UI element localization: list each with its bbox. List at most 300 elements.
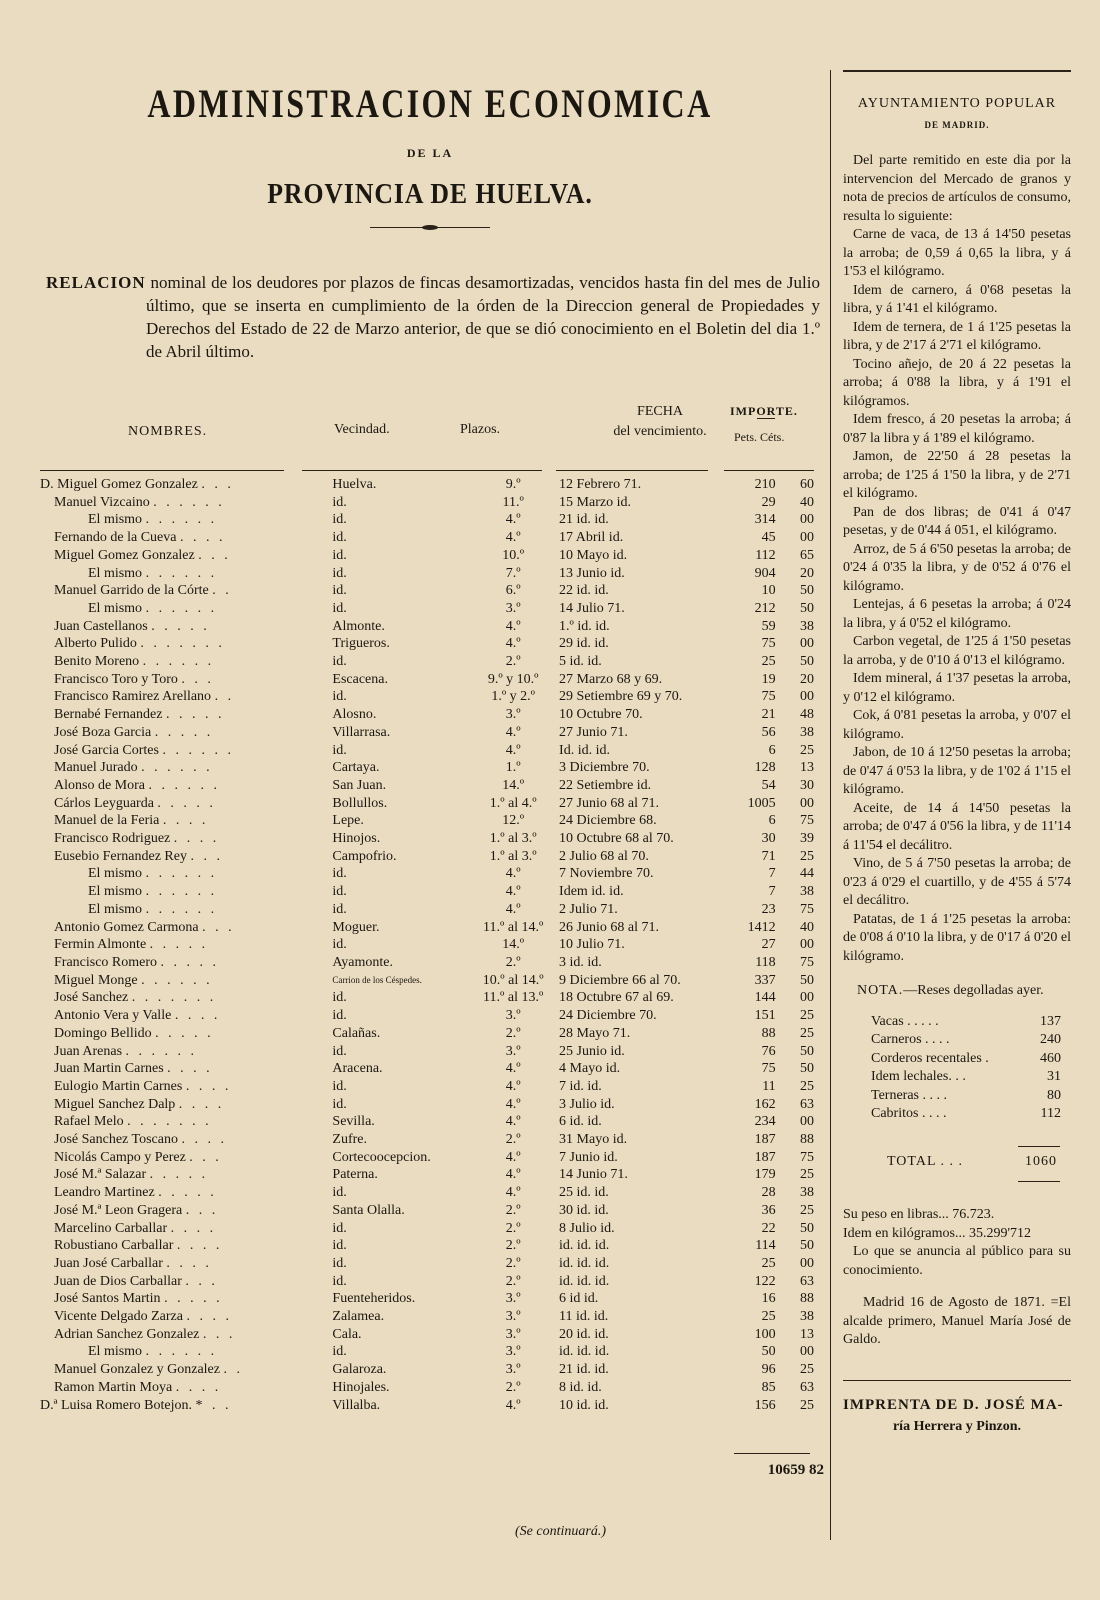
- debtor-name-text: Juan de Dios Carballar: [54, 1273, 182, 1289]
- debtor-name: [40, 1043, 326, 1061]
- leader-dots: . . . . .: [157, 795, 216, 811]
- debtor-centimos: 25: [800, 1167, 814, 1183]
- debtor-pesetas: 25: [761, 1309, 776, 1325]
- province-title: PROVINCIA DE HUELVA.: [267, 179, 593, 210]
- debtor-name: [40, 812, 326, 830]
- debtor-pesetas: 19: [761, 671, 776, 687]
- debtor-vecindad: id.: [332, 1043, 347, 1059]
- debtor-name-text: Adrian Sanchez Gonzalez: [54, 1326, 200, 1342]
- price-paragraph: Carne de vaca, de 13 á 14'50 pesetas la arroba; de 0,59 á 0,65 la libra, y á 1'53 el kilógramo.: [843, 227, 1071, 279]
- debtor-vecindad: id.: [332, 530, 347, 546]
- debtor-pesetas: 56: [761, 724, 776, 740]
- deudores-table: [40, 476, 820, 1414]
- debtor-centimos: 25: [800, 1362, 814, 1378]
- debtor-vecindad: id.: [332, 583, 347, 599]
- debtor-name-text: Juan Martin Carnes: [54, 1061, 164, 1077]
- price-paragraph: Del parte remitido en este dia por la intervencion del Mercado de granos y nota de precios de artículos de consumo, resulta lo siguiente:: [843, 153, 1071, 224]
- debtor-vecindad: Ayamonte.: [332, 954, 393, 970]
- debtor-name-text: Juan Arenas: [54, 1043, 123, 1059]
- debtor-fecha: 25 Junio id.: [559, 1043, 625, 1059]
- reses-row: [871, 1013, 1061, 1032]
- debtor-name: [40, 1078, 326, 1096]
- debtor-centimos: 00: [800, 990, 814, 1006]
- debtor-name: [40, 635, 326, 653]
- debtor-centimos: 20: [800, 565, 814, 581]
- debtor-name: [40, 1237, 326, 1255]
- table-row: [40, 1184, 820, 1202]
- debtor-vecindad: Huelva.: [332, 477, 377, 492]
- leader-dots: . . . . . . .: [127, 1114, 212, 1130]
- debtor-centimos: 25: [800, 1202, 814, 1218]
- debtor-name: [40, 1131, 326, 1149]
- debtor-pesetas: 59: [761, 618, 776, 634]
- table-row: [40, 1308, 820, 1326]
- price-paragraph: Vino, de 5 á 7'50 pesetas la arroba; de 0'23 á 0'29 el cuartillo, y de 4'55 á 5'74 el decálitro.: [843, 856, 1071, 908]
- debtor-fecha: 14 Junio 71.: [559, 1167, 628, 1183]
- leader-dots: . . . . . .: [145, 866, 218, 882]
- debtor-fecha: 3 id. id.: [559, 954, 602, 970]
- leader-dots: . . . . . .: [148, 777, 220, 793]
- reses-table: [871, 1013, 1061, 1124]
- table-row: [40, 1202, 820, 1220]
- leader-dots: . . . .: [175, 1379, 222, 1395]
- debtor-name: [40, 1343, 326, 1361]
- debtor-vecindad: id.: [332, 742, 347, 758]
- debtor-name: [40, 830, 326, 848]
- debtor-plazos: 7.º: [505, 565, 521, 581]
- debtor-vecindad: Aracena.: [332, 1061, 383, 1077]
- debtor-name-text: Antonio Vera y Valle: [54, 1008, 172, 1024]
- reses-row: [871, 1031, 1061, 1050]
- leader-dots: . . . . . .: [142, 654, 215, 670]
- debtor-plazos: 4.º: [505, 618, 521, 634]
- debtor-plazos: 14.º: [502, 777, 525, 793]
- debtor-plazos: 3.º: [505, 1344, 521, 1360]
- debtor-pesetas: 76: [761, 1043, 776, 1059]
- debtor-fecha: 2 Julio 71.: [559, 901, 618, 917]
- debtor-plazos: 10.º al 14.º: [482, 972, 544, 988]
- table-row: [40, 972, 820, 990]
- debtor-fecha: id. id. id.: [559, 1238, 610, 1254]
- header-nombres: NOMBRES.: [128, 424, 208, 439]
- leader-dots: . . . . . .: [141, 760, 213, 776]
- table-row: [40, 688, 820, 706]
- debtor-pesetas: 187: [754, 1149, 776, 1165]
- left-column: [40, 70, 820, 363]
- debtor-name-text: Fernando de la Cueva: [54, 530, 177, 546]
- debtor-plazos: 4.º: [505, 1149, 521, 1165]
- debtor-name-text: Francisco Ramirez Arellano: [54, 689, 212, 705]
- price-paragraph: Idem fresco, á 20 pesetas la arroba; á 0'87 la libra y á 1'89 el kilógramo.: [843, 412, 1071, 446]
- debtor-name: [40, 1273, 326, 1291]
- debtor-fecha: 20 id. id.: [559, 1326, 609, 1342]
- debtor-centimos: 00: [800, 1255, 814, 1271]
- debtor-fecha: 4 Mayo id.: [559, 1061, 621, 1077]
- debtor-vecindad: Carrion de los Céspedes.: [332, 974, 422, 985]
- table-row: [40, 1149, 820, 1167]
- debtor-centimos: 20: [800, 671, 814, 687]
- debtor-vecindad: Fuenteheridos.: [332, 1291, 416, 1307]
- table-row: [40, 1096, 820, 1114]
- reses-total-value: 1060: [1025, 1153, 1057, 1169]
- debtor-vecindad: San Juan.: [332, 777, 387, 793]
- debtor-fecha: 12 Febrero 71.: [559, 477, 642, 492]
- debtor-plazos: 11.º al 13.º: [483, 990, 544, 1006]
- debtor-name: [40, 759, 326, 777]
- debtor-name: [40, 1308, 326, 1326]
- debtor-name-text: Alberto Pulido: [54, 636, 137, 652]
- debtor-centimos: 25: [800, 742, 814, 758]
- leader-dots: . . . . .: [151, 618, 210, 634]
- debtor-name: [40, 936, 326, 954]
- debtor-centimos: 50: [800, 600, 814, 616]
- debtor-fecha: Idem id. id.: [559, 884, 624, 900]
- right-bottom-rule: [843, 1380, 1071, 1382]
- debtor-pesetas: 28: [761, 1185, 776, 1201]
- table-row: [40, 883, 820, 901]
- debtor-name: [40, 777, 326, 795]
- debtor-name: [40, 1361, 326, 1379]
- debtor-pesetas: 10: [761, 583, 776, 599]
- leader-dots: . . . .: [179, 530, 226, 546]
- debtor-name-text: Marcelino Carballar: [54, 1220, 168, 1236]
- debtor-vecindad: id.: [332, 1273, 347, 1289]
- debtor-vecindad: id.: [332, 1096, 347, 1112]
- table-row: [40, 1237, 820, 1255]
- debtor-vecindad: id.: [332, 547, 347, 563]
- debtor-fecha: 10 Julio 71.: [559, 937, 625, 953]
- debtor-plazos: 11.º: [502, 494, 524, 510]
- debtor-fecha: id. id. id.: [559, 1255, 610, 1271]
- debtor-centimos: 63: [800, 1379, 814, 1395]
- debtor-centimos: 88: [800, 1132, 814, 1148]
- reses-label: Corderos recentales .: [871, 1050, 989, 1066]
- debtor-centimos: 65: [800, 547, 814, 563]
- price-paragraph: Jamon, de 22'50 á 28 pesetas la arroba; de 1'25 á 1'50 la libra, y de 2'71 el kilógramo.: [843, 449, 1071, 501]
- debtor-name: [40, 1007, 326, 1025]
- debtor-pesetas: 151: [754, 1008, 776, 1024]
- debtor-plazos: 2.º: [505, 954, 521, 970]
- leader-dots: . . . . . .: [145, 512, 218, 528]
- debtor-centimos: 75: [800, 813, 814, 829]
- debtor-name: [40, 547, 326, 565]
- leader-dots: . . . .: [181, 1132, 227, 1148]
- debtor-plazos: 2.º: [505, 1238, 521, 1254]
- header-rules: [40, 470, 820, 472]
- debtor-plazos: 2.º: [505, 1132, 521, 1148]
- table-row: [40, 848, 820, 866]
- debtor-vecindad: id.: [332, 901, 347, 917]
- table-row: [40, 582, 820, 600]
- debtor-name: [40, 1184, 326, 1202]
- debtor-name-text: El mismo: [88, 866, 143, 882]
- debtor-fecha: 7 id. id.: [559, 1078, 602, 1094]
- price-paragraph: Pan de dos libras; de 0'41 á 0'47 pesetas, y de 0'44 á 051, el kilógramo.: [843, 504, 1071, 538]
- table-row: [40, 777, 820, 795]
- table-row: [40, 1166, 820, 1184]
- reses-value: 137: [1040, 1013, 1061, 1029]
- price-paragraph: Arroz, de 5 á 6'50 pesetas la arroba; de 0'24 á 0'35 la libra, y de 0'52 á 0'76 el kilógramo.: [843, 541, 1071, 594]
- leader-dots: . .: [212, 583, 232, 599]
- debtor-name: [40, 1255, 326, 1273]
- leader-dots: . . .: [181, 671, 214, 687]
- debtor-pesetas: 96: [761, 1362, 776, 1378]
- nota-label: NOTA.: [857, 983, 904, 998]
- debtor-name: [40, 1397, 326, 1415]
- debtor-plazos: 4.º: [505, 512, 521, 528]
- debtor-pesetas: 156: [754, 1397, 776, 1413]
- debtor-pesetas: 212: [754, 600, 776, 616]
- header-vecindad: Vecindad.: [334, 422, 390, 437]
- debtor-fecha: 30 id. id.: [559, 1202, 609, 1218]
- debtor-plazos: 4.º: [505, 724, 521, 740]
- price-paragraph: Idem de carnero, á 0'68 pesetas la libra, y á 1'41 el kilógramo.: [843, 282, 1071, 316]
- debtor-name-text: José M.ª Salazar: [54, 1167, 147, 1183]
- debtor-plazos: 4.º: [505, 1397, 521, 1413]
- debtor-name: [40, 883, 326, 901]
- debtor-vecindad: id.: [332, 884, 347, 900]
- debtor-name-text: José Boza Garcia: [54, 724, 152, 740]
- reses-value: 460: [1040, 1050, 1061, 1066]
- debtor-pesetas: 7: [768, 866, 776, 882]
- table-row: [40, 1025, 820, 1043]
- leader-dots: . . .: [202, 919, 235, 935]
- debtor-name-text: El mismo: [88, 901, 143, 917]
- debtor-fecha: 6 id. id.: [559, 1114, 602, 1130]
- debtor-pesetas: 23: [761, 901, 776, 917]
- table-row: [40, 1361, 820, 1379]
- debtor-vecindad: Villarrasa.: [332, 724, 391, 740]
- debtor-name-text: Eusebio Fernandez Rey: [54, 848, 187, 864]
- debtor-fecha: 31 Mayo id.: [559, 1132, 628, 1148]
- debtor-fecha: 9 Diciembre 66 al 70.: [559, 972, 681, 988]
- debtor-plazos: 1.º al 4.º: [489, 795, 537, 811]
- table-row: [40, 494, 820, 512]
- debtor-plazos: 9.º: [505, 477, 521, 492]
- leader-dots: . . . . .: [158, 1185, 217, 1201]
- debtor-name: [40, 1025, 326, 1043]
- debtor-name: [40, 742, 326, 760]
- debtor-plazos: 3.º: [505, 1362, 521, 1378]
- table-row: [40, 1043, 820, 1061]
- table-row: [40, 1060, 820, 1078]
- debtor-fecha: 25 id. id.: [559, 1185, 609, 1201]
- peso-block: [843, 1206, 1071, 1280]
- column-divider: [830, 70, 831, 1540]
- debtor-vecindad: id.: [332, 1238, 347, 1254]
- debtor-name: [40, 1379, 326, 1397]
- debtor-vecindad: id.: [332, 494, 347, 510]
- debtor-centimos: 25: [800, 1025, 814, 1041]
- leader-dots: . .: [214, 689, 235, 705]
- debtor-pesetas: 162: [754, 1096, 776, 1112]
- table-row: [40, 706, 820, 724]
- debtor-fecha: 27 Junio 71.: [559, 724, 628, 740]
- debtor-plazos: 3.º: [505, 707, 521, 723]
- debtor-pesetas: 75: [761, 1061, 776, 1077]
- debtor-vecindad: Santa Olalla.: [332, 1202, 405, 1218]
- debtor-name-text: Manuel Gonzalez y Gonzalez: [54, 1362, 220, 1378]
- debtor-name-text: Miguel Monge: [54, 972, 138, 988]
- relacion-lead: RELACION: [46, 273, 146, 292]
- debtor-pesetas: 27: [761, 937, 776, 953]
- reses-rule: [1018, 1146, 1060, 1147]
- debtor-plazos: 4.º: [505, 866, 521, 882]
- debtor-plazos: 4.º: [505, 1185, 521, 1201]
- leader-dots: . . . . . .: [145, 1344, 218, 1360]
- debtor-pesetas: 11: [762, 1078, 776, 1094]
- debtor-centimos: 00: [800, 1114, 814, 1130]
- debtor-name-text: José M.ª Leon Gragera: [54, 1202, 183, 1218]
- debtor-name-text: José Santos Martin: [54, 1291, 161, 1307]
- table-row: [40, 901, 820, 919]
- leader-dots: . . . .: [173, 831, 220, 847]
- continuara-note: (Se continuará.): [515, 1524, 606, 1539]
- debtor-name-text: Eulogio Martin Carnes: [54, 1078, 183, 1094]
- leader-dots: . . . . .: [149, 1167, 209, 1183]
- debtor-vecindad: Villalba.: [332, 1397, 381, 1413]
- debtor-plazos: 4.º: [505, 1096, 521, 1112]
- debtor-name-text: Domingo Bellido: [54, 1025, 152, 1041]
- debtor-plazos: 4.º: [505, 1114, 521, 1130]
- table-row: [40, 742, 820, 760]
- debtor-fecha: 7 Noviembre 70.: [559, 866, 654, 882]
- debtor-fecha: 27 Junio 68 al 71.: [559, 795, 659, 811]
- debtor-fecha: 6 id id.: [559, 1291, 599, 1307]
- debtor-vecindad: Hinojales.: [332, 1379, 390, 1395]
- debtor-plazos: 3.º: [505, 1008, 521, 1024]
- table-row: [40, 1113, 820, 1131]
- relacion-text: nominal de los deudores por plazos de fincas desamortizadas, vencidos hasta fin del mes de Julio último, que se inserta en cumplimiento de la órden de la Direccion general de Propiedades y Derechos del Estado de 22 de Marzo anterior, de que se dió conocimiento en el Boletin del dia 1.º de Abril último.: [146, 273, 820, 361]
- debtor-centimos: 13: [800, 760, 814, 776]
- debtor-centimos: 50: [800, 1061, 814, 1077]
- debtor-name: [40, 919, 326, 937]
- price-paragraphs: [843, 152, 1071, 966]
- reses-total-label: TOTAL . . .: [887, 1153, 963, 1169]
- header-pets-cts: Pets. Céts.: [734, 430, 785, 444]
- debtor-name: [40, 511, 326, 529]
- debtor-vecindad: Campofrio.: [332, 848, 397, 864]
- debtor-fecha: 10 Mayo id.: [559, 547, 628, 563]
- debtor-name: [40, 989, 326, 1007]
- total-rule: [734, 1453, 810, 1456]
- table-row: [40, 1255, 820, 1273]
- debtor-fecha: id. id. id.: [559, 1273, 610, 1289]
- leader-dots: * . .: [195, 1397, 232, 1413]
- debtor-fecha: 2 Julio 68 al 70.: [559, 848, 649, 864]
- table-row: [40, 936, 820, 954]
- debtor-name-text: Vicente Delgado Zarza: [54, 1309, 183, 1325]
- debtor-plazos: 4.º: [505, 530, 521, 546]
- debtor-pesetas: 179: [754, 1167, 776, 1183]
- debtor-centimos: 30: [800, 777, 814, 793]
- debtor-centimos: 38: [800, 1309, 814, 1325]
- debtor-name: [40, 706, 326, 724]
- debtor-name-text: José Sanchez Toscano: [54, 1132, 178, 1148]
- debtor-fecha: 21 id. id.: [559, 512, 609, 528]
- debtor-pesetas: 75: [761, 636, 776, 652]
- debtor-centimos: 00: [800, 512, 814, 528]
- table-row: [40, 565, 820, 583]
- leader-dots: . . . .: [170, 1220, 217, 1236]
- debtor-centimos: 63: [800, 1096, 814, 1112]
- leader-dots: . . .: [198, 547, 231, 563]
- debtor-centimos: 00: [800, 530, 814, 546]
- debtor-vecindad: Cala.: [332, 1326, 362, 1342]
- debtor-fecha: 15 Marzo id.: [559, 494, 631, 510]
- debtor-name-text: El mismo: [88, 884, 143, 900]
- debtor-fecha: 13 Junio id.: [559, 565, 625, 581]
- debtor-centimos: 40: [800, 494, 814, 510]
- debtor-pesetas: 45: [761, 530, 776, 546]
- debtor-name: [40, 494, 326, 512]
- debtor-fecha: 3 Julio id.: [559, 1096, 615, 1112]
- de-la-label: DE LA: [406, 146, 454, 160]
- debtor-plazos: 4.º: [505, 742, 521, 758]
- debtor-fecha: 26 Junio 68 al 71.: [559, 919, 659, 935]
- debtor-pesetas: 71: [761, 848, 776, 864]
- debtor-pesetas: 21: [761, 707, 776, 723]
- debtor-fecha: Id. id. id.: [559, 742, 610, 758]
- leader-dots: . . . . . .: [125, 1043, 198, 1059]
- table-row: [40, 812, 820, 830]
- debtor-name: [40, 529, 326, 547]
- nota-text: —Reses degolladas ayer.: [903, 983, 1044, 998]
- debtor-fecha: 24 Diciembre 70.: [559, 1008, 657, 1024]
- debtor-fecha: 29 Setiembre 69 y 70.: [559, 689, 683, 705]
- debtor-centimos: 25: [800, 1008, 814, 1024]
- debtor-fecha: 5 id. id.: [559, 654, 602, 670]
- debtor-vecindad: id.: [332, 600, 347, 616]
- debtor-vecindad: id.: [332, 1220, 347, 1236]
- table-row: [40, 865, 820, 883]
- debtor-centimos: 00: [800, 689, 814, 705]
- peso-libras: Su peso en libras... 76.723.: [843, 1207, 995, 1222]
- table-row: [40, 795, 820, 813]
- price-paragraph: Tocino añejo, de 20 á 22 pesetas la arroba; á 0'88 la libra, y á 1'91 el kilógramos.: [843, 356, 1071, 409]
- table-row: [40, 547, 820, 565]
- debtor-vecindad: Cartaya.: [332, 760, 380, 776]
- leader-dots: . . . . .: [149, 937, 209, 953]
- right-column: [843, 70, 1071, 1437]
- debtor-vecindad: Calañas.: [332, 1025, 381, 1041]
- debtor-centimos: 50: [800, 583, 814, 599]
- debtor-name: [40, 1220, 326, 1238]
- debtor-name-text: El mismo: [88, 1344, 143, 1360]
- debtor-name: [40, 600, 326, 618]
- leader-dots: . . . . .: [155, 1025, 214, 1041]
- debtor-pesetas: 50: [761, 1344, 776, 1360]
- debtor-vecindad: Bollullos.: [332, 795, 388, 811]
- debtor-name-text: Manuel Jurado: [54, 760, 138, 776]
- debtor-fecha: id. id. id.: [559, 1344, 610, 1360]
- debtor-fecha: 14 Julio 71.: [559, 600, 625, 616]
- debtor-plazos: 2.º: [505, 1025, 521, 1041]
- debtor-pesetas: 36: [761, 1202, 776, 1218]
- debtor-centimos: 48: [800, 707, 814, 723]
- debtor-name: [40, 865, 326, 883]
- imprenta-line1: IMPRENTA DE D. JOSÉ MA-: [843, 1396, 1064, 1413]
- debtor-vecindad: Hinojos.: [332, 831, 381, 847]
- table-row: [40, 1007, 820, 1025]
- debtor-pesetas: 100: [754, 1326, 776, 1342]
- debtor-vecindad: Paterna.: [332, 1167, 378, 1183]
- debtor-fecha: 10 Octubre 68 al 70.: [559, 831, 674, 847]
- debtor-name: [40, 1149, 326, 1167]
- debtor-name: [40, 1113, 326, 1131]
- debtor-fecha: 27 Marzo 68 y 69.: [559, 671, 663, 687]
- debtor-name-text: Leandro Martinez: [54, 1185, 155, 1201]
